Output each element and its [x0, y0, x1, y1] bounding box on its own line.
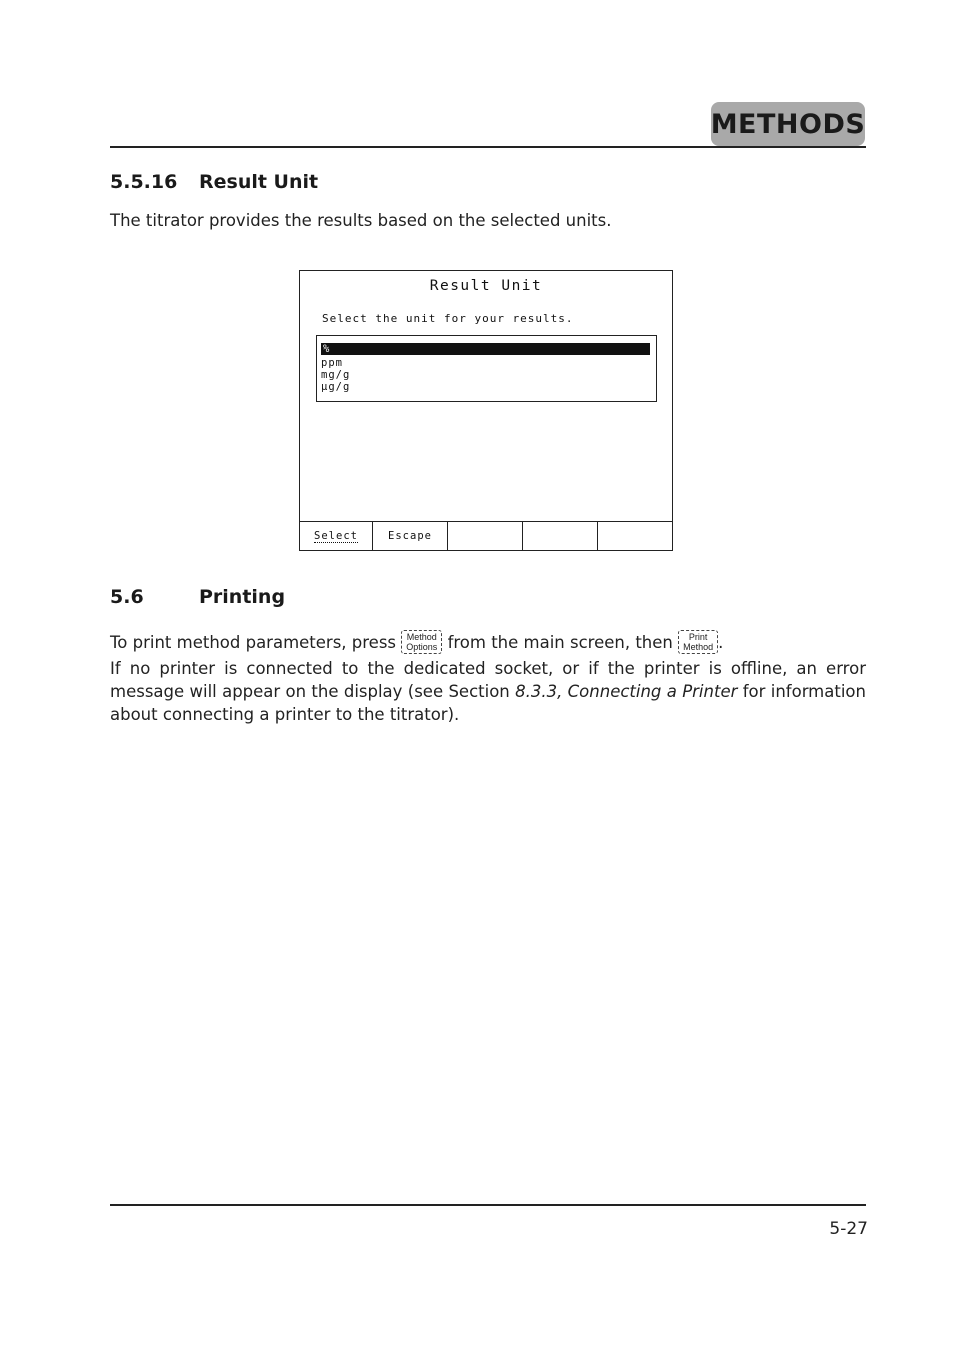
- key-method-options-line1: Method: [406, 631, 437, 642]
- key-print-method-line2: Method: [683, 641, 714, 652]
- section-title-result-unit: Result Unit: [199, 171, 319, 193]
- softkey-select-label: Select: [314, 529, 358, 542]
- result-unit-description: The titrator provides the results based on the selected units.: [110, 211, 612, 230]
- key-print-method-line1: Print: [688, 631, 708, 642]
- page-number: 5-27: [829, 1219, 868, 1239]
- section-reference-link: 8.3.3, Connecting a Printer: [515, 682, 738, 701]
- printer-error-paragraph: [110, 657, 866, 726]
- print-method-key-icon: [678, 630, 718, 654]
- softkey-escape-label: Escape: [388, 530, 432, 542]
- printing-text-2: from the main screen, then: [447, 633, 673, 652]
- section-title-printing: Printing: [199, 586, 286, 608]
- header-rule: [110, 146, 866, 148]
- unit-listbox[interactable]: [316, 335, 657, 402]
- softkey-escape[interactable]: [373, 522, 448, 550]
- softkey-4[interactable]: [523, 522, 598, 550]
- unit-option-percent[interactable]: %: [321, 343, 650, 355]
- printing-text-1: To print method parameters, press: [110, 633, 397, 652]
- key-method-options-line2: Options: [406, 641, 438, 652]
- softkey-bar: [300, 521, 672, 550]
- unit-option-ppm[interactable]: ppm: [321, 357, 343, 369]
- printer-error-text-1: If no printer is connected to the dedicated socket, or if the printer is offline, an error message will appear on the display (see Section: [110, 659, 866, 701]
- softkey-3[interactable]: [448, 522, 523, 550]
- softkey-5[interactable]: [598, 522, 672, 550]
- footer-rule: [110, 1204, 866, 1206]
- unit-option-mg-g[interactable]: mg/g: [321, 369, 351, 381]
- printer-error-text-2: for information about connecting a printer to the titrator).: [110, 682, 866, 724]
- chapter-badge: METHODS: [711, 102, 865, 146]
- softkey-select[interactable]: [300, 522, 373, 550]
- screen-title: Result Unit: [429, 278, 543, 294]
- unit-option-ug-g[interactable]: µg/g: [321, 381, 351, 393]
- section-number-5-5-16: 5.5.16: [110, 171, 178, 193]
- section-number-5-6: 5.6: [110, 586, 144, 608]
- method-options-key-icon: [401, 630, 442, 654]
- device-screen: [299, 270, 673, 551]
- printing-instruction: [110, 631, 866, 656]
- screen-prompt: Select the unit for your results.: [322, 312, 574, 325]
- printing-text-3: .: [718, 633, 724, 652]
